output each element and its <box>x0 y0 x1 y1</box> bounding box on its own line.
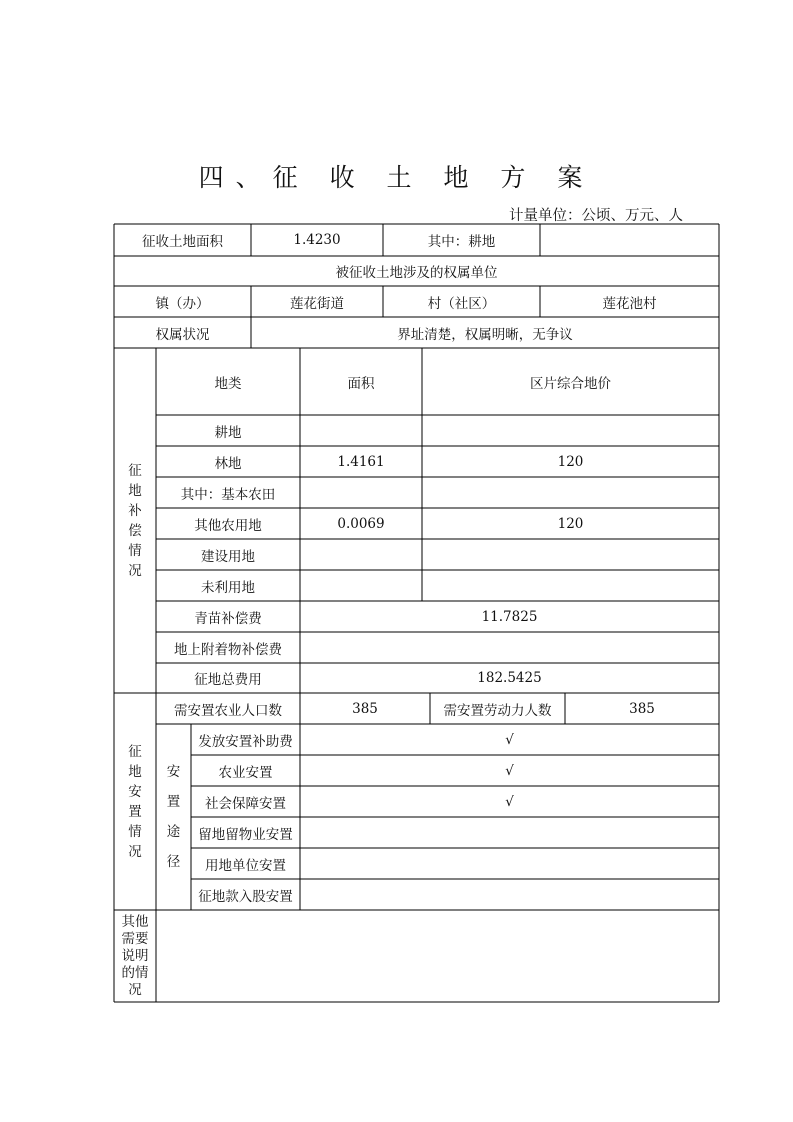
table-row-area <box>300 539 422 570</box>
status-label: 权属状况 <box>155 326 210 343</box>
farm-population-value: 385 <box>352 700 378 717</box>
table-row-type: 其他农用地 <box>194 517 262 534</box>
farm-population-label: 需安置农业人口数 <box>174 702 282 719</box>
resettlement-way-label: 农业安置 <box>218 764 273 781</box>
crop-fee-label: 青苗补偿费 <box>194 610 262 627</box>
table-row-area <box>300 477 422 508</box>
table-row-price: 120 <box>557 453 584 470</box>
table-row-price: 120 <box>557 515 584 532</box>
attachment-fee-value <box>300 632 719 663</box>
town-value: 莲花街道 <box>290 295 344 312</box>
col-header-area: 面积 <box>347 375 375 392</box>
resettlement-way-check <box>300 817 719 848</box>
resettlement-way-check: √ <box>505 793 514 810</box>
ownership-header: 被征收土地涉及的权属单位 <box>335 265 498 281</box>
farmland-value <box>540 224 719 256</box>
col-header-type: 地类 <box>214 375 242 392</box>
table-row-price <box>422 539 719 570</box>
table-row-type: 林地 <box>214 455 242 472</box>
table-row-type: 其中：基本农田 <box>180 486 276 503</box>
table-row-price <box>422 570 719 601</box>
resettlement-ways-label: 安 置 途 径 <box>166 764 181 870</box>
attachment-fee-label: 地上附着物补偿费 <box>174 641 282 658</box>
compensation-section-label: 征 地 补 偿 情 况 <box>128 462 142 579</box>
resettlement-way-label: 留地留物业安置 <box>198 826 293 843</box>
labor-count-label: 需安置劳动力人数 <box>443 702 552 719</box>
resettlement-section-label: 征 地 安 置 情 况 <box>128 743 142 860</box>
labor-count-value: 385 <box>629 700 655 717</box>
resettlement-way-check: √ <box>505 762 514 779</box>
table-row-area: 1.4161 <box>337 453 385 470</box>
resettlement-way-check: √ <box>505 731 514 748</box>
resettlement-way-label: 社会保障安置 <box>205 795 286 812</box>
col-header-price: 区片综合地价 <box>530 375 611 392</box>
other-notes-value <box>156 910 719 1002</box>
table-row-type: 耕地 <box>214 424 242 441</box>
status-value: 界址清楚，权属明晰，无争议 <box>397 326 573 343</box>
resettlement-way-label: 发放安置补助费 <box>198 733 293 750</box>
table-row-area <box>300 415 422 446</box>
table-row-area: 0.0069 <box>337 515 385 532</box>
area-value: 1.4230 <box>293 232 341 248</box>
farmland-label: 其中：耕地 <box>427 234 496 250</box>
table-row-price <box>422 415 719 446</box>
unit-note: 计量单位：公顷、万元、人 <box>509 208 683 224</box>
resettlement-way-label: 用地单位安置 <box>205 857 286 874</box>
table-row-area <box>300 570 422 601</box>
table-row-type: 建设用地 <box>201 548 255 565</box>
table-row-price <box>422 477 719 508</box>
total-fee-value: 182.5425 <box>477 670 542 686</box>
resettlement-way-check <box>300 879 719 910</box>
village-label: 村（社区） <box>427 295 496 312</box>
resettlement-way-label: 征地款入股安置 <box>198 888 293 905</box>
town-label: 镇（办） <box>155 295 210 312</box>
village-value: 莲花池村 <box>602 295 657 312</box>
total-fee-label: 征地总费用 <box>194 672 262 688</box>
page-title: 四、征 收 土 地 方 案 <box>198 163 595 192</box>
table-row-type: 未利用地 <box>201 579 255 596</box>
crop-fee-value: 11.7825 <box>481 608 538 625</box>
area-label: 征收土地面积 <box>142 234 223 250</box>
other-notes-label: 其他 需要 说明 的情 况 <box>121 913 149 998</box>
resettlement-way-check <box>300 848 719 879</box>
